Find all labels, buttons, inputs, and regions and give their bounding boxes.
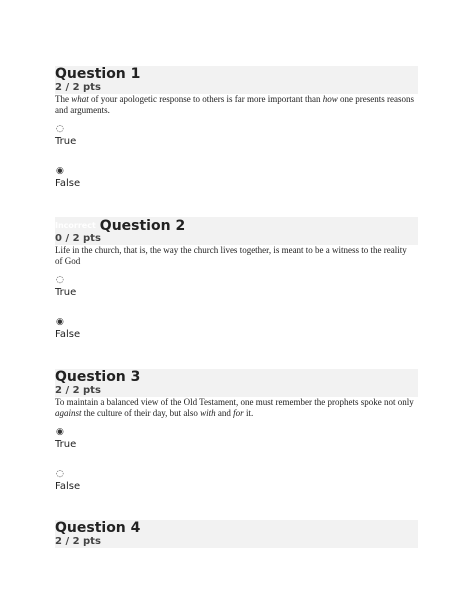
question-2 — [55, 217, 418, 351]
answer-option[interactable] — [55, 419, 418, 461]
question-points: 2 / 2 pts — [55, 82, 101, 93]
question-title: Question 4 — [55, 520, 141, 536]
answer-label: False — [55, 178, 81, 189]
radio-selected-icon[interactable]: ◉ — [56, 166, 64, 176]
question-text: The what of your apologetic response to others is far more important than how one presents reasons and arguments. — [55, 94, 414, 115]
radio-selected-icon[interactable]: ◉ — [56, 427, 64, 437]
answer-label: True — [55, 287, 77, 298]
question-title: Question 1 — [55, 66, 141, 82]
question-header — [55, 66, 418, 94]
question-points: 2 / 2 pts — [55, 536, 101, 547]
question-points: 2 / 2 pts — [55, 385, 101, 396]
answer-option[interactable] — [55, 158, 418, 200]
question-title: Incorrect Question 2 — [55, 218, 186, 234]
question-header — [55, 369, 418, 397]
question-3 — [55, 369, 418, 503]
radio-unselected-icon[interactable]: ◌ — [56, 469, 64, 479]
answer-option[interactable] — [55, 116, 418, 158]
radio-unselected-icon[interactable]: ◌ — [56, 124, 64, 134]
radio-unselected-icon[interactable]: ◌ — [56, 275, 64, 285]
answer-label: True — [55, 136, 77, 147]
incorrect-tag: Incorrect — [55, 221, 96, 230]
question-header — [55, 217, 418, 245]
question-header — [55, 520, 418, 548]
question-1 — [55, 66, 418, 200]
question-4 — [55, 520, 418, 548]
question-text: To maintain a balanced view of the Old Testament, one must remember the prophets spoke not only against the culture of their day, but also with and for it. — [55, 397, 414, 418]
answer-option[interactable] — [55, 461, 418, 503]
question-points: 0 / 2 pts — [55, 233, 101, 244]
answer-label: False — [55, 481, 81, 492]
answer-label: False — [55, 329, 81, 340]
question-text: Life in the church, that is, the way the church lives together, is meant to be a witness to the reality of God — [55, 245, 407, 266]
answer-label: True — [55, 439, 77, 450]
answer-option[interactable] — [55, 309, 418, 351]
radio-selected-icon[interactable]: ◉ — [56, 317, 64, 327]
answer-option[interactable] — [55, 267, 418, 309]
question-title: Question 3 — [55, 369, 141, 385]
